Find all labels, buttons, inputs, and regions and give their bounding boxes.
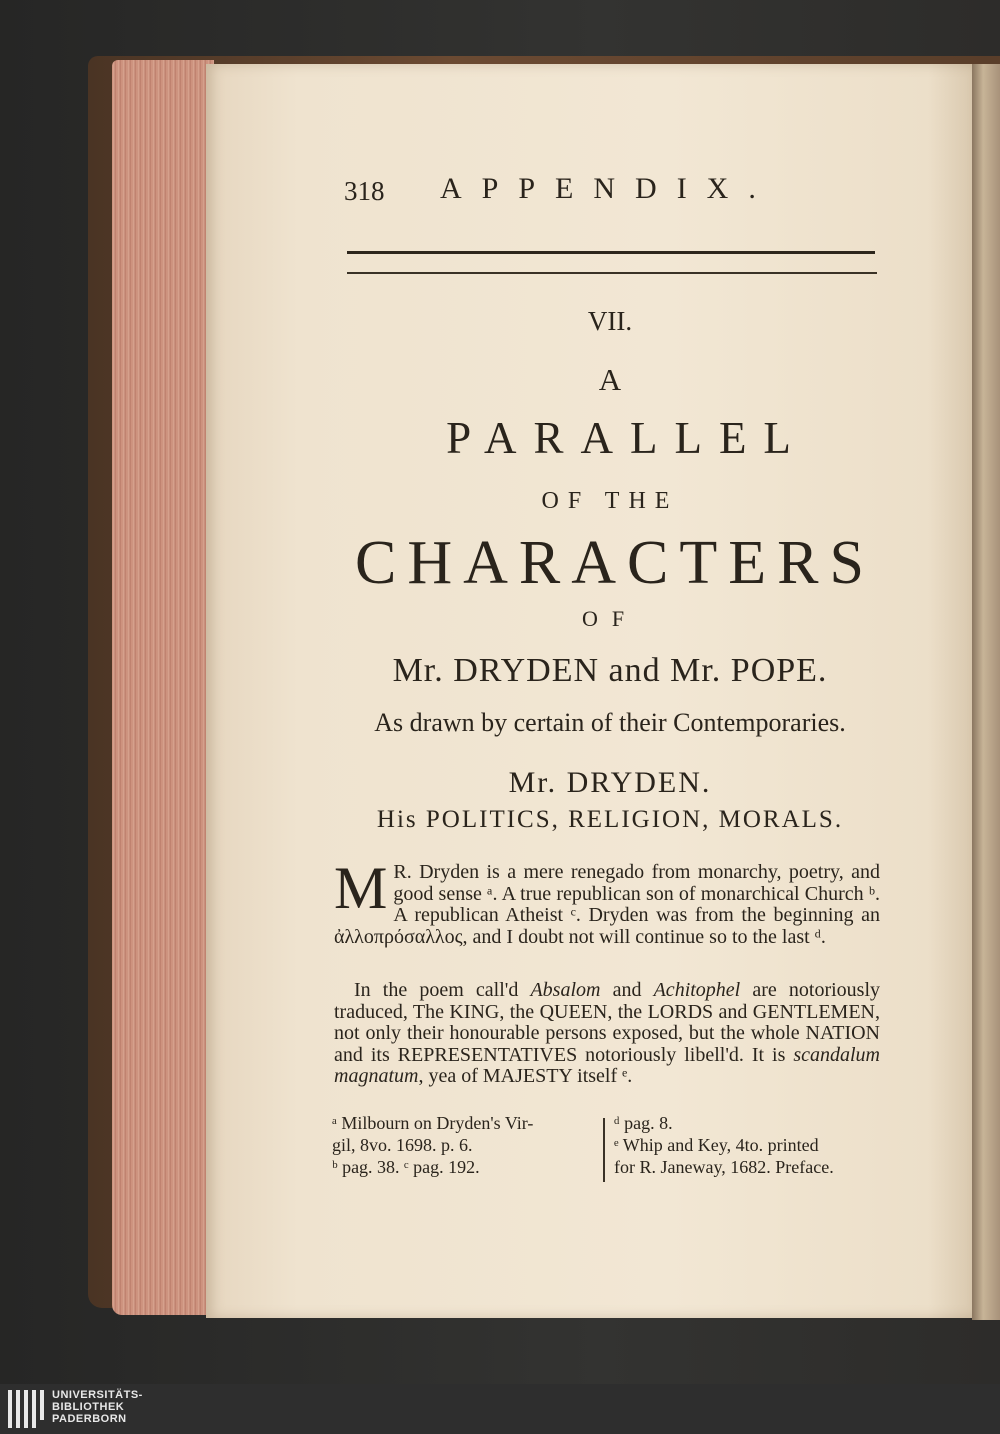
footnote-line: ᵃ Milbourn on Dryden's Vir- — [332, 1113, 534, 1133]
title-article: A — [598, 362, 622, 397]
library-logo-icon — [8, 1390, 44, 1428]
running-head: APPENDIX. — [440, 172, 776, 205]
library-footer — [0, 1384, 1000, 1434]
drop-cap: M — [334, 855, 388, 921]
poem-title-absalom: Absalom — [530, 979, 601, 1001]
footnote-line: ᵉ Whip and Key, 4to. printed — [614, 1135, 819, 1155]
paragraph-2-text-d: , yea of MAJESTY itself ᵉ. — [418, 1065, 633, 1087]
footnotes-left — [332, 1112, 594, 1178]
latin-phrase: scandalum magnatum — [334, 1043, 880, 1087]
footnote-line: ᵇ pag. 38. ᶜ pag. 192. — [332, 1157, 480, 1177]
section-heading: Mr. DRYDEN. — [508, 766, 712, 799]
section-topics: His POLITICS, RELIGION, MORALS. — [376, 806, 844, 833]
paragraph-2-text-b: and — [600, 979, 654, 1001]
title-names: Mr. DRYDEN and Mr. POPE. — [392, 652, 828, 689]
title-parallel: PARALLEL — [446, 413, 808, 463]
footnote-line: ᵈ pag. 8. — [614, 1113, 673, 1133]
poem-title-achitophel: Achitophel — [653, 979, 741, 1001]
library-name-line: BIBLIOTHEK — [52, 1401, 125, 1413]
title-characters: CHARACTERS — [355, 529, 875, 597]
book-gutter — [972, 64, 1000, 1320]
header-rule-thick — [347, 251, 875, 254]
header-rule-thin — [347, 272, 877, 274]
page-number: 318 — [344, 176, 385, 206]
title-subtitle: As drawn by certain of their Contemporaries. — [374, 708, 846, 737]
footnote-line: for R. Janeway, 1682. Preface. — [614, 1157, 834, 1177]
footnote-divider — [603, 1118, 605, 1182]
library-name-line: PADERBORN — [52, 1413, 127, 1425]
footnotes-right — [614, 1112, 880, 1178]
page-edges — [112, 60, 214, 1315]
paragraph-2-text-a: In the poem call'd — [354, 979, 531, 1001]
library-name-line: UNIVERSITÄTS- — [52, 1389, 143, 1401]
title-of: OF — [581, 606, 639, 631]
section-number: VII. — [587, 306, 633, 336]
title-of-the: OF THE — [541, 488, 679, 514]
paragraph-1-text: R. Dryden is a mere renegado from monarchy, poetry, and good sense ᵃ. A true republican son of monarchical Church ᵇ. A republican Atheist ᶜ. Dryden was from the beginning an ἀλλοπρόσαλλος, and I doubt not will continue so to the last ᵈ. — [334, 861, 880, 948]
paragraph-2-text-c: are notoriously traduced, The KING, the QUEEN, the LORDS and GENTLEMEN, not only their honourable persons exposed, but the whole NATION and its REPRESENTATIVES notoriously libell'd. It is — [334, 979, 880, 1066]
footnote-line: gil, 8vo. 1698. p. 6. — [332, 1135, 473, 1155]
paragraph-1 — [334, 855, 880, 948]
library-name — [52, 1389, 143, 1425]
paragraph-2 — [334, 980, 880, 1088]
page-header — [344, 172, 804, 212]
